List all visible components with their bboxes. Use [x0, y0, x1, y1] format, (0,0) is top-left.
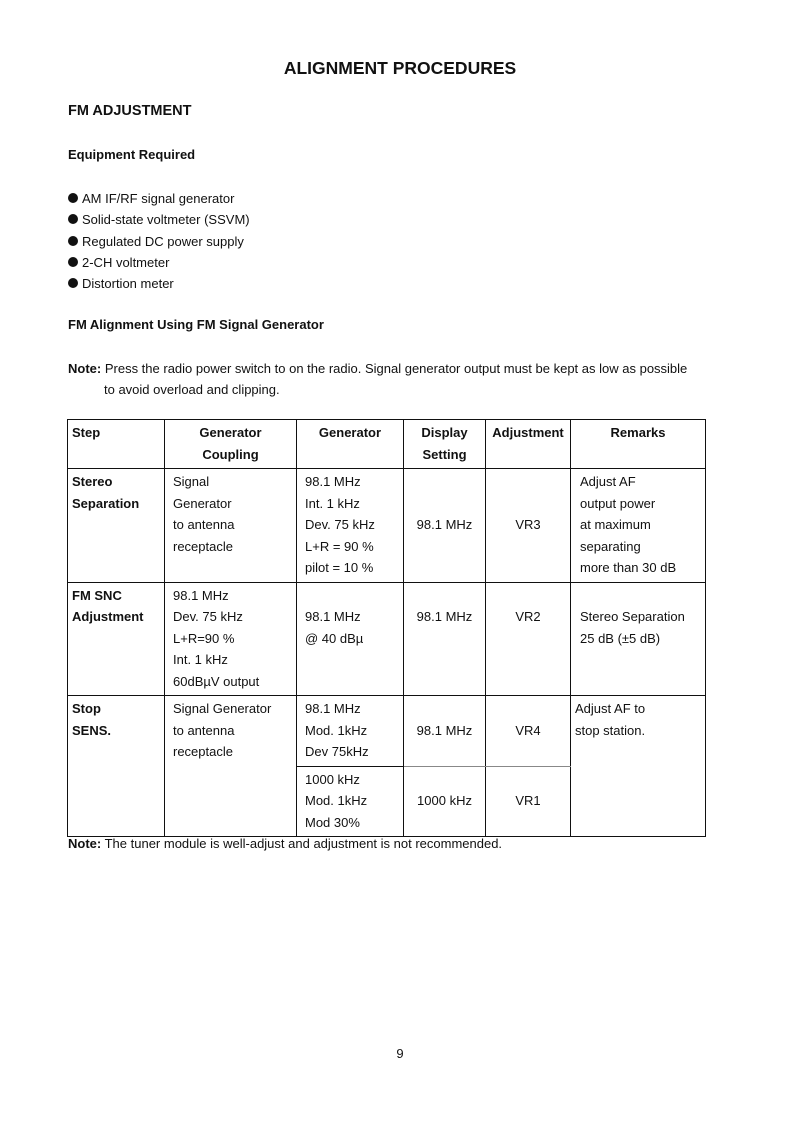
header-generator: Generator — [297, 420, 404, 469]
generator-cell: 1000 kHz Mod. 1kHz Mod 30% — [297, 766, 404, 837]
adjustment-cell: VR4 — [486, 696, 571, 767]
list-item: Regulated DC power supply — [68, 231, 250, 252]
table-header-row — [68, 420, 706, 469]
generator-cell: 98.1 MHz Int. 1 kHz Dev. 75 kHz L+R = 90 % pilot = 10 % — [297, 469, 404, 583]
coupling-cell: Signal Generator to antenna receptacle — [165, 696, 297, 837]
equipment-heading: Equipment Required — [68, 147, 196, 162]
header-display-setting: Display Setting — [404, 420, 486, 469]
table-row — [68, 696, 706, 767]
table-row — [68, 582, 706, 696]
coupling-cell: Signal Generator to antenna receptacle — [165, 469, 297, 583]
bullet-icon — [68, 236, 78, 246]
display-cell: 98.1 MHz — [404, 582, 486, 696]
bullet-icon — [68, 278, 78, 288]
list-item: Solid-state voltmeter (SSVM) — [68, 209, 250, 230]
adjustment-cell: VR1 — [486, 766, 571, 837]
bullet-icon — [68, 257, 78, 267]
page-title: ALIGNMENT PROCEDURES — [283, 58, 517, 78]
header-remarks: Remarks — [571, 420, 706, 469]
display-cell: 98.1 MHz — [404, 696, 486, 767]
adjustment-cell: VR3 — [486, 469, 571, 583]
remarks-cell: Stereo Separation 25 dB (±5 dB) — [571, 582, 706, 696]
step-cell: FM SNC Adjustment — [68, 582, 165, 696]
alignment-table — [67, 419, 706, 837]
remarks-cell: Adjust AF output power at maximum separating more than 30 dB — [571, 469, 706, 583]
list-item: AM IF/RF signal generator — [68, 188, 250, 209]
page-number: 9 — [396, 1046, 404, 1061]
list-item: 2-CH voltmeter — [68, 252, 250, 273]
remarks-cell: Adjust AF to stop station. — [571, 696, 706, 837]
bullet-icon — [68, 214, 78, 224]
step-cell: Stereo Separation — [68, 469, 165, 583]
note-overload: Note: Press the radio power switch to on the radio. Signal generator output must be kept as low as possible to avoid overload and clipping. — [68, 361, 688, 397]
note-label: Note: — [68, 836, 102, 851]
step-cell: Stop SENS. — [68, 696, 165, 837]
list-item: Distortion meter — [68, 273, 250, 294]
alignment-heading: FM Alignment Using FM Signal Generator — [68, 317, 324, 332]
section-heading: FM ADJUSTMENT — [68, 103, 192, 119]
header-generator-coupling: Generator Coupling — [165, 420, 297, 469]
display-cell: 98.1 MHz — [404, 469, 486, 583]
header-adjustment: Adjustment — [486, 420, 571, 469]
header-step: Step — [68, 420, 165, 469]
coupling-cell: 98.1 MHz Dev. 75 kHz L+R=90 % Int. 1 kHz 60dBµV output — [165, 582, 297, 696]
note-tuner: Note: The tuner module is well-adjust and adjustment is not recommended. — [68, 836, 503, 851]
generator-cell: 98.1 MHz @ 40 dBµ — [297, 582, 404, 696]
note-label: Note: — [68, 361, 102, 376]
table-row — [68, 469, 706, 583]
bullet-icon — [68, 193, 78, 203]
adjustment-cell: VR2 — [486, 582, 571, 696]
generator-cell: 98.1 MHz Mod. 1kHz Dev 75kHz — [297, 696, 404, 767]
display-cell: 1000 kHz — [404, 766, 486, 837]
equipment-list — [68, 188, 250, 294]
